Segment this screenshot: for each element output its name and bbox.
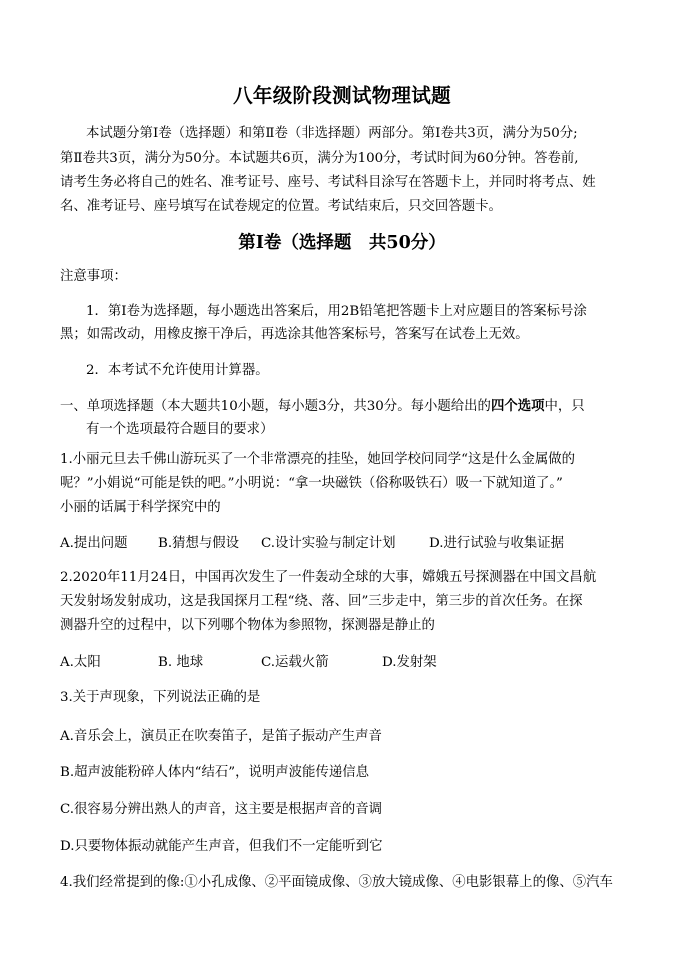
section-title: 第Ⅰ卷（选择题 共50分） bbox=[238, 233, 446, 253]
option-b: B. 地球 bbox=[158, 655, 204, 670]
question-2-stem: 测器升空的过程中，以下列哪个物体为参照物，探测器是静止的 bbox=[60, 618, 435, 633]
part1-heading-cont: 有一个选项最符合题目的要求） bbox=[86, 422, 274, 437]
option-d: D.只要物体振动就能产生声音，但我们不一定能听到它 bbox=[60, 839, 383, 854]
note-item-1: 1．第Ⅰ卷为选择题，每小题选出答案后，用2B铅笔把答题卡上对应题目的答案标号涂 bbox=[86, 304, 587, 319]
option-a: A.音乐会上，演员正在吹奏笛子，是笛子振动产生声音 bbox=[60, 729, 382, 744]
question-4-stem: 4.我们经常提到的像:①小孔成像、②平面镜成像、③放大镜成像、④电影银幕上的像、⑤汽车 bbox=[60, 875, 613, 890]
part1-text: 一、单项选择题（本大题共10小题，每小题3分，共30分。每小题给出的 bbox=[60, 399, 491, 414]
intro-line: 本试题分第Ⅰ卷（选择题）和第Ⅱ卷（非选择题）两部分。第Ⅰ卷共3页，满分为50分; bbox=[86, 126, 578, 141]
exam-title: 八年级阶段测试物理试题 bbox=[233, 84, 451, 107]
option-a: A.提出问题 bbox=[60, 536, 128, 551]
part1-bold-text: 四个选项 bbox=[490, 398, 545, 414]
option-c: C.运载火箭 bbox=[261, 655, 329, 670]
part1-text: 中，只 bbox=[544, 399, 585, 414]
question-1-stem: 小丽的话属于科学探究中的 bbox=[60, 500, 221, 515]
note-item-1-cont: 黑；如需改动，用橡皮擦干净后，再选涂其他答案标号，答案写在试卷上无效。 bbox=[60, 327, 529, 342]
question-1-options bbox=[60, 535, 660, 553]
option-c: C.很容易分辨出熟人的声音，这主要是根据声音的音调 bbox=[60, 802, 383, 817]
option-d: D.进行试验与收集证据 bbox=[429, 536, 565, 551]
intro-line: 名、准考证号、座号填写在试卷规定的位置。考试结束后，只交回答题卡。 bbox=[60, 199, 502, 214]
question-1-stem: 呢？”小娟说“可能是铁的吧。”小明说：“拿一块磁铁（俗称吸铁石）吸一下就知道了。” bbox=[60, 476, 563, 491]
question-2-options bbox=[60, 654, 660, 672]
option-d: D.发射架 bbox=[382, 655, 437, 670]
intro-line: 请考生务必将自己的姓名、准考证号、座号、考试科目涂写在答题卡上，并同时将考点、姓 bbox=[60, 175, 596, 190]
note-item-2: 2．本考试不允许使用计算器。 bbox=[86, 363, 269, 378]
question-1-stem: 1.小丽元旦去千佛山游玩买了一个非常漂亮的挂坠，她回学校问同学“这是什么金属做的 bbox=[60, 452, 576, 467]
question-2-stem: 2.2020年11月24日，中国再次发生了一件轰动全球的大事，嫦娥五号探测器在中国文昌航 bbox=[60, 570, 597, 585]
notes-heading: 注意事项： bbox=[60, 269, 127, 284]
intro-line: 第Ⅱ卷共3页，满分为50分。本试题共6页，满分为100分，考试时间为60分钟。答卷前, bbox=[60, 151, 579, 166]
option-a: A.太阳 bbox=[60, 655, 101, 670]
question-2-stem: 天发射场发射成功，这是我国探月工程“绕、落、回”三步走中，第三步的首次任务。在探 bbox=[60, 594, 583, 609]
part1-heading bbox=[60, 397, 585, 416]
option-b: B.超声波能粉碎人体内“结石”，说明声波能传递信息 bbox=[60, 765, 369, 780]
option-b: B.猜想与假设 bbox=[158, 536, 240, 551]
option-c: C.设计实验与制定计划 bbox=[261, 536, 396, 551]
question-3-stem: 3.关于声现象，下列说法正确的是 bbox=[60, 690, 261, 705]
